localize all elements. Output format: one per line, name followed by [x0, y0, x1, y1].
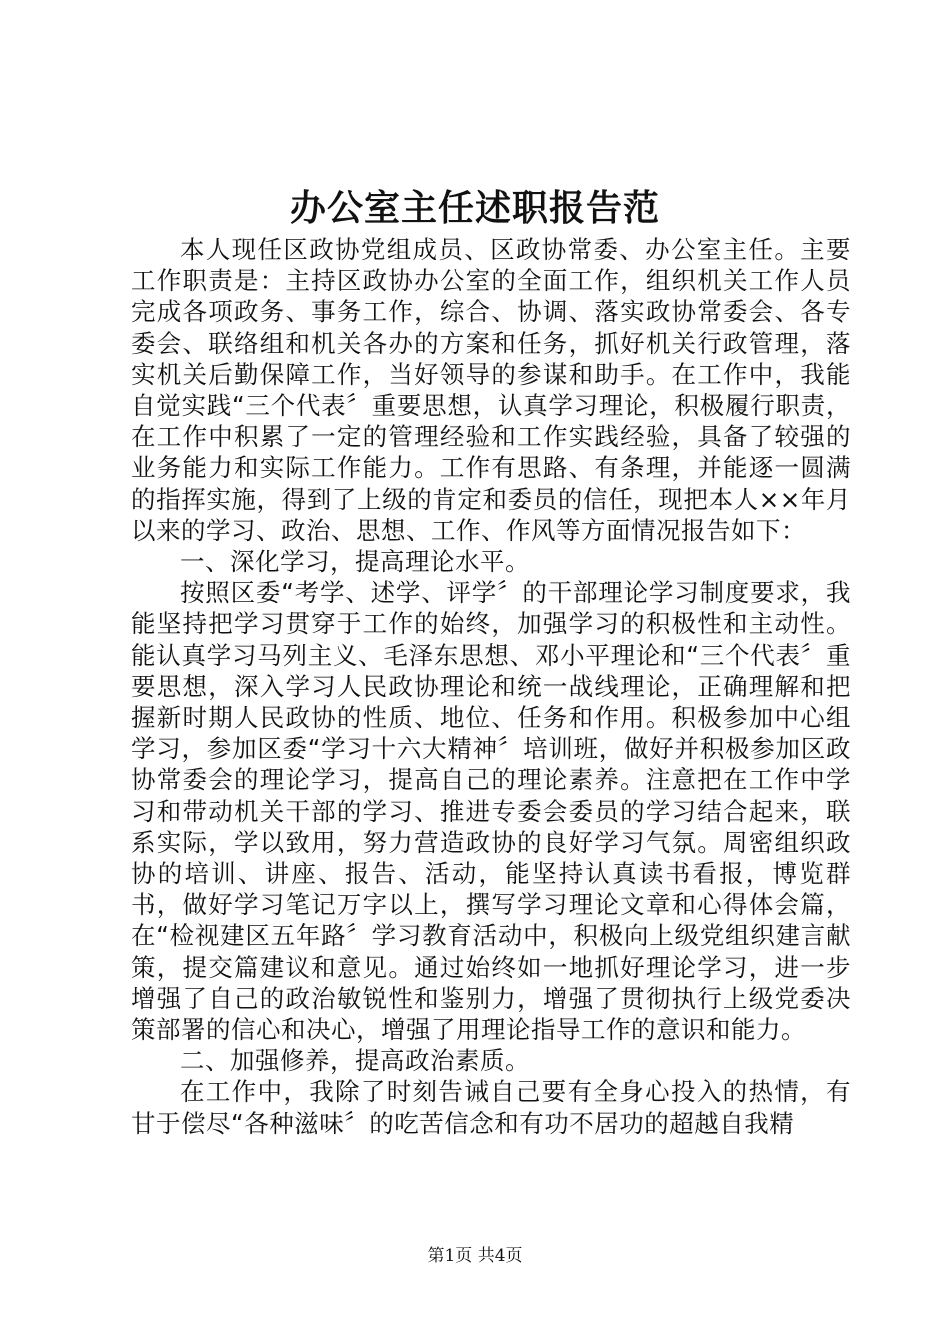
document-body [131, 234, 851, 1139]
document-title: 办公室主任述职报告范 [289, 187, 660, 229]
paragraph-intro: 本人现任区政协党组成员、区政协常委、办公室主任。主要工作职责是：主持区政协办公室的全面工作，组织机关工作人员完成各项政务、事务工作，综合、协调、落实政协常委会、各专委会、联络组和机关各办的方案和任务，抓好机关行政管理，落实机关后勤保障工作，当好领导的参谋和助手。在工作中，我能自觉实践“三个代表〞重要思想，认真学习理论，积极履行职责，在工作中积累了一定的管理经验和工作实践经验，具备了较强的业务能力和实际工作能力。工作有思路、有条理，并能逐一圆满的指挥实施，得到了上级的肯定和委员的信任，现把本人××年月以来的学习、政治、思想、工作、作风等方面情况报告如下： [131, 235, 851, 545]
paragraph-politics: 在工作中，我除了时刻告诫自己要有全身心投入的热情，有甘于偿尽“各种滋味〞的吃苦信念和有功不居功的超越自我精 [131, 1077, 851, 1138]
section-heading-1: 一、深化学习，提高理论水平。 [180, 547, 530, 577]
page-footer: 第1页 共4页 [427, 1246, 523, 1266]
section-heading-2: 二、加强修养，提高政治素质。 [180, 1046, 530, 1076]
paragraph-study: 按照区委“考学、述学、评学〞的干部理论学习制度要求，我能坚持把学习贯穿于工作的始终，加强学习的积极性和主动性。能认真学习马列主义、毛泽东思想、邓小平理论和“三个代表〞重要思想，深入学习人民政协理论和统一战线理论，正确理解和把握新时期人民政协的性质、地位、任务和作用。积极参加中心组学习，参加区委“学习十六大精神〞培训班，做好并积极参加区政协常委会的理论学习，提高自己的理论素养。注意把在工作中学习和带动机关干部的学习、推进专委会委员的学习结合起来，联系实际，学以致用，努力营造政协的良好学习气氛。周密组织政协的培训、讲座、报告、活动，能坚持认真读书看报，博览群书，做好学习笔记万字以上，撰写学习理论文章和心得体会篇，在“检视建区五年路〞学习教育活动中，积极向上级党组织建言献策，提交篇建议和意见。通过始终如一地抓好理论学习，进一步增强了自己的政治敏锐性和鉴别力，增强了贯彻执行上级党委决策部署的信心和决心，增强了用理论指导工作的意识和能力。 [131, 578, 851, 1045]
